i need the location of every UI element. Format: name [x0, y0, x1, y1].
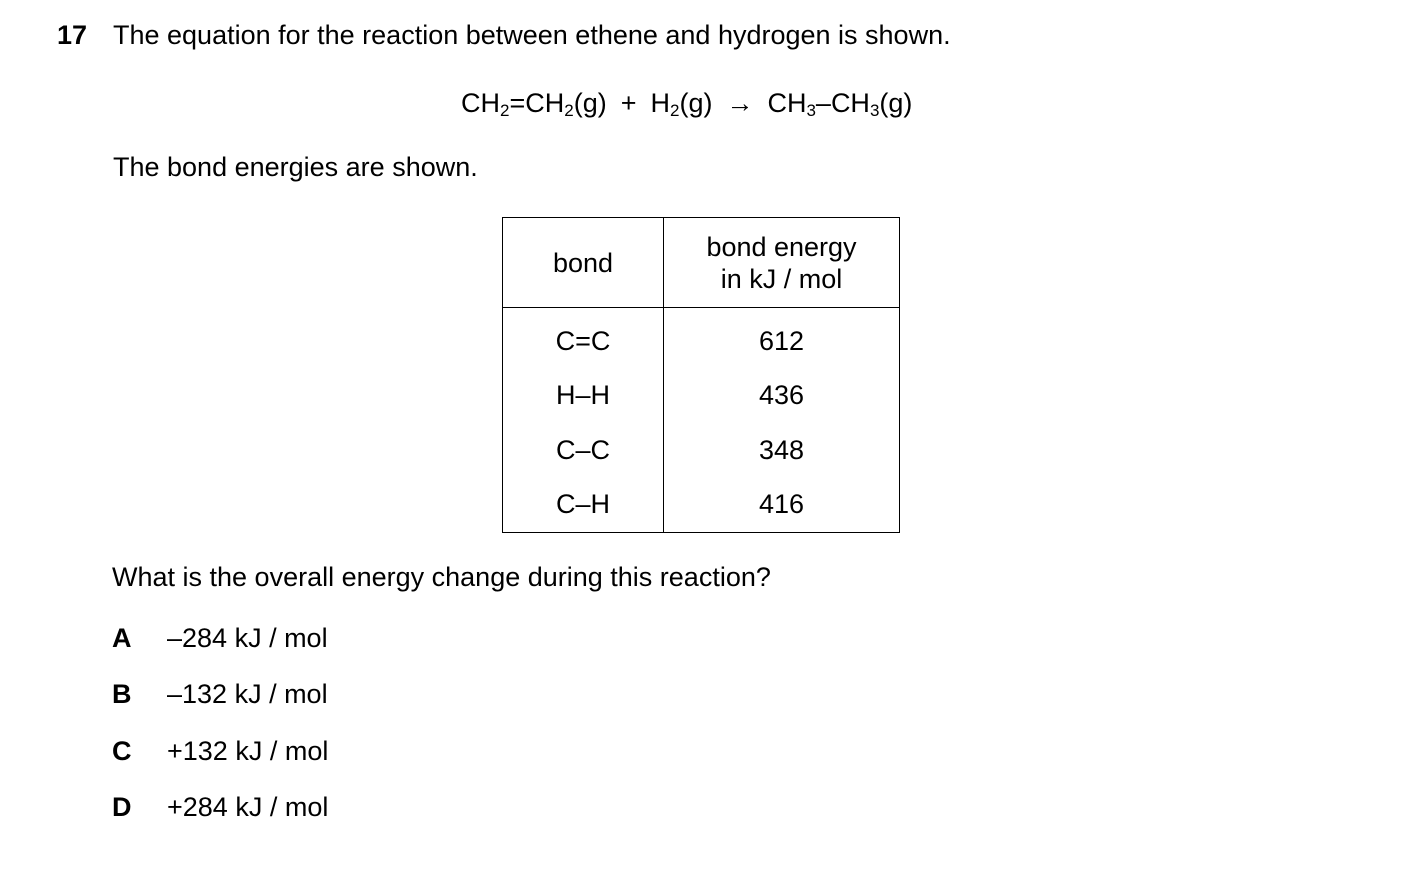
chemical-equation — [461, 88, 912, 119]
option-a-text[interactable]: –284 kJ / mol — [167, 623, 328, 653]
reactant-ethene: $CH_2=CH_2(g)$ — [461, 88, 607, 120]
energy-cell: 436 — [664, 368, 900, 423]
bond-cell: C=C — [503, 308, 664, 369]
header-bond: bond — [503, 218, 664, 308]
table-row — [503, 308, 900, 369]
energy-cell: 348 — [664, 423, 900, 478]
energy-cell: 416 — [664, 477, 900, 532]
table-row — [503, 368, 900, 423]
header-energy-line1: bond energy — [706, 231, 857, 262]
option-d-letter[interactable]: D — [112, 792, 132, 822]
energy-cell: 612 — [664, 308, 900, 369]
option-d-text[interactable]: +284 kJ / mol — [167, 792, 329, 822]
option-c-text[interactable]: +132 kJ / mol — [167, 736, 329, 766]
option-b-letter[interactable]: B — [112, 679, 132, 709]
bond-cell: H–H — [503, 368, 664, 423]
bond-cell: C–H — [503, 477, 664, 532]
option-a-letter[interactable]: A — [112, 623, 132, 653]
reaction-arrow-icon: → — [726, 88, 754, 118]
table-row — [503, 423, 900, 478]
bond-energies-intro: The bond energies are shown. — [113, 152, 478, 182]
bond-energy-table — [502, 217, 900, 533]
plus-sign: + — [620, 88, 637, 118]
product-ethane: $CH_3-CH_3(g)$ — [767, 88, 913, 120]
question-prompt: What is the overall energy change during this reaction? — [112, 562, 771, 592]
option-b-text[interactable]: –132 kJ / mol — [167, 679, 328, 709]
header-bond-energy — [664, 218, 900, 308]
question-number: 17 — [57, 20, 88, 50]
header-energy-line2: in kJ / mol — [720, 263, 843, 294]
bond-cell: C–C — [503, 423, 664, 478]
option-c-letter[interactable]: C — [112, 736, 132, 766]
table-row — [503, 477, 900, 532]
reactant-hydrogen: $H_2(g)$ — [650, 88, 713, 120]
question-stem: The equation for the reaction between ethene and hydrogen is shown. — [113, 20, 951, 50]
table-header-row — [503, 218, 900, 308]
